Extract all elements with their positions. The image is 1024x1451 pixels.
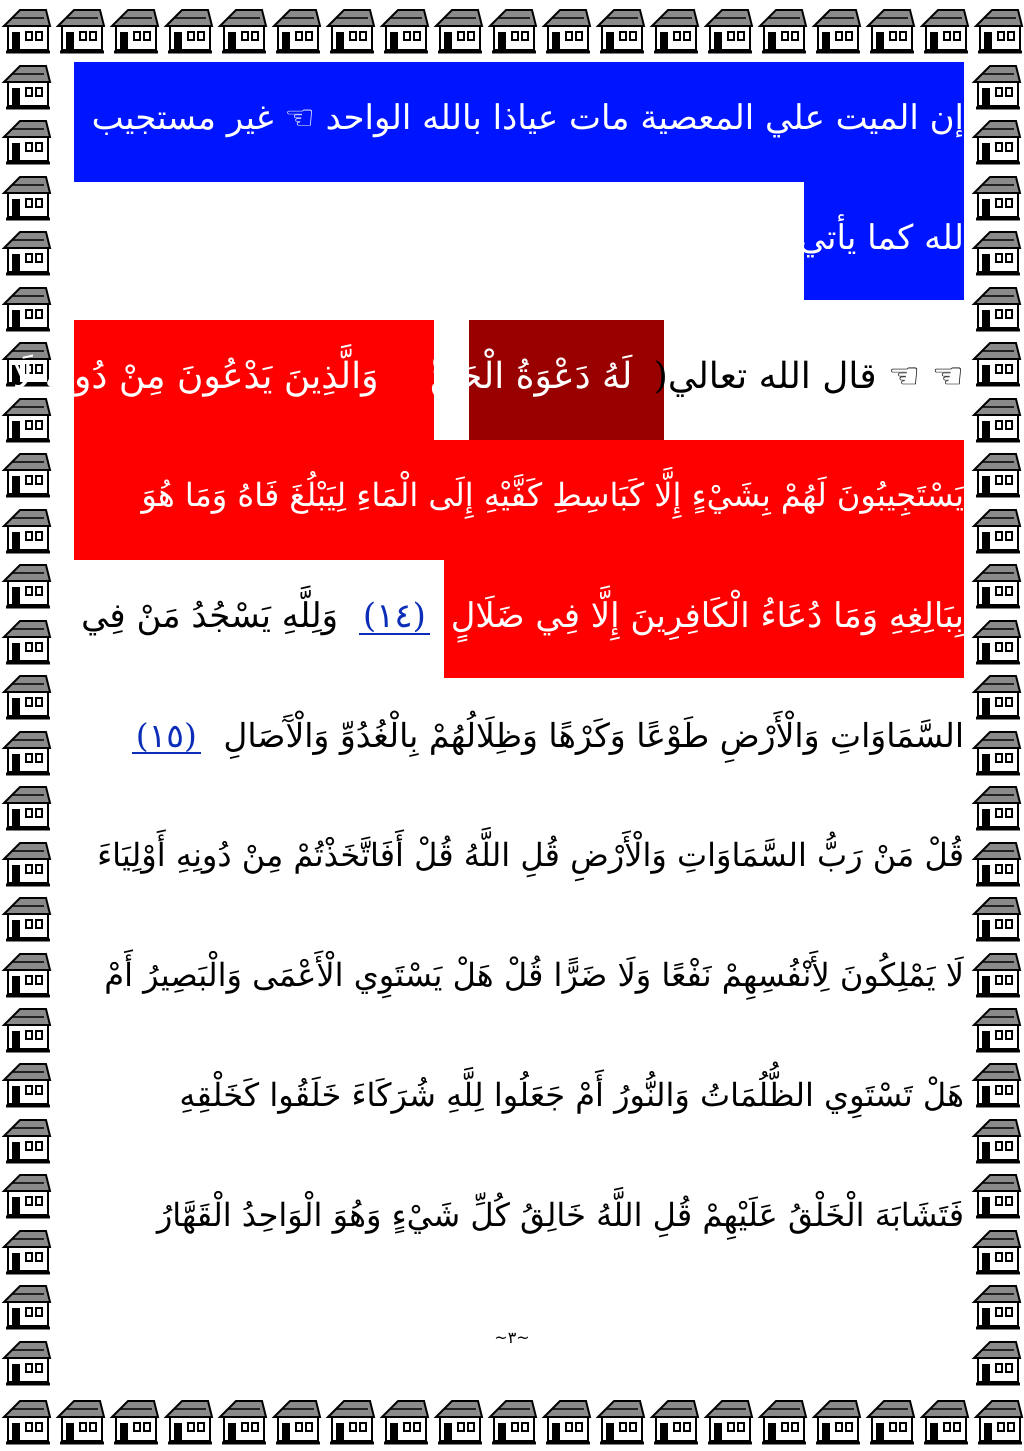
house-icon [756, 2, 810, 56]
house-icon [970, 1112, 1024, 1166]
border-right [970, 58, 1024, 1388]
house-icon [486, 1393, 540, 1447]
house-icon [0, 58, 54, 112]
house-icon [594, 1393, 648, 1447]
house-icon [810, 1393, 864, 1447]
house-icon [972, 2, 1024, 56]
house-icon [970, 1056, 1024, 1110]
house-icon [970, 835, 1024, 889]
verse-line-8: فَتَشَابَهَ الْخَلْقُ عَلَيْهِمْ قُلِ اللَّهُ خَالِقُ كُلِّ شَيْءٍ وَهُوَ الْوَاحِدُ الْقَهَّارُ [156, 1196, 964, 1234]
house-icon [970, 502, 1024, 556]
house-icon [0, 890, 54, 944]
border-bottom [0, 1393, 1024, 1447]
house-icon [0, 779, 54, 833]
house-icon [0, 557, 54, 611]
verse-line-7: هَلْ تَسْتَوِي الظُّلُمَاتُ وَالنُّورُ أَمْ جَعَلُوا لِلَّهِ شُرَكَاءَ خَلَقُوا كَخَلْقِهِ [179, 1076, 964, 1114]
house-icon [0, 446, 54, 500]
house-icon [54, 1393, 108, 1447]
verse-red-1: لَهُ دَعْوَةُ الْحَقِّ [429, 356, 633, 397]
house-icon [486, 2, 540, 56]
page-number: ~٣~ [494, 1328, 530, 1347]
house-icon [378, 2, 432, 56]
house-icon [0, 1223, 54, 1277]
verse-line-6: لَا يَمْلِكُونَ لِأَنْفُسِهِمْ نَفْعًا وَلَا ضَرًّا قُلْ هَلْ يَسْتَوِي الْأَعْمَى وَالْبَصِيرُ أَمْ [104, 956, 964, 994]
house-icon [970, 557, 1024, 611]
house-icon [970, 391, 1024, 445]
house-icon [162, 2, 216, 56]
verse-line-3 [81, 596, 964, 636]
house-icon [0, 1001, 54, 1055]
house-icon [864, 1393, 918, 1447]
house-icon [970, 58, 1024, 112]
house-icon [702, 2, 756, 56]
house-icon [54, 2, 108, 56]
house-icon [0, 724, 54, 778]
border-left [0, 58, 54, 1388]
house-icon [864, 2, 918, 56]
verse-ref-15[interactable]: (١٥) [132, 719, 201, 754]
house-icon [0, 391, 54, 445]
house-icon [756, 1393, 810, 1447]
house-icon [702, 1393, 756, 1447]
house-icon [0, 280, 54, 334]
house-icon [216, 1393, 270, 1447]
house-icon [970, 779, 1024, 833]
house-icon [970, 668, 1024, 722]
house-icon [648, 1393, 702, 1447]
house-icon [0, 835, 54, 889]
verse-line3-red: بِبَالِغِهِ وَمَا دُعَاءُ الْكَافِرِينَ إِلَّا فِي ضَلَالٍ [450, 596, 964, 636]
verse-intro: ☜ ☜ قال الله تعالي( [653, 356, 964, 397]
house-icon [918, 1393, 972, 1447]
house-icon [0, 613, 54, 667]
house-icon [970, 1278, 1024, 1332]
house-icon [540, 2, 594, 56]
house-icon [108, 2, 162, 56]
house-icon [970, 113, 1024, 167]
house-icon [970, 280, 1024, 334]
house-icon [216, 2, 270, 56]
house-icon [970, 946, 1024, 1000]
house-icon [970, 1334, 1024, 1388]
verse-line-5: قُلْ مَنْ رَبُّ السَّمَاوَاتِ وَالْأَرْضِ قُلِ اللَّهُ قُلْ أَفَاتَّخَذْتُمْ مِنْ دُونِهِ أَوْلِيَاءَ [97, 836, 964, 874]
house-icon [108, 1393, 162, 1447]
house-icon [324, 2, 378, 56]
house-icon [0, 1393, 54, 1447]
border-top [0, 2, 1024, 56]
verse-line3-rest: وَلِلَّهِ يَسْجُدُ مَنْ فِي [81, 596, 339, 636]
house-icon [162, 1393, 216, 1447]
verse-red-1b: وَالَّذِينَ يَدْعُونَ مِنْ دُونِهِ لَا [12, 356, 379, 397]
house-icon [970, 1223, 1024, 1277]
house-icon [0, 1167, 54, 1221]
house-icon [972, 1393, 1024, 1447]
house-icon [270, 2, 324, 56]
house-icon [432, 1393, 486, 1447]
house-icon [970, 724, 1024, 778]
house-icon [0, 668, 54, 722]
house-icon [970, 613, 1024, 667]
verse-ref-14[interactable]: (١٤) [359, 599, 430, 635]
house-icon [0, 946, 54, 1000]
house-icon [970, 1001, 1024, 1055]
house-icon [378, 1393, 432, 1447]
house-icon [970, 446, 1024, 500]
house-icon [0, 1056, 54, 1110]
house-icon [918, 2, 972, 56]
house-icon [0, 2, 54, 56]
house-icon [0, 1278, 54, 1332]
house-icon [0, 113, 54, 167]
house-icon [0, 224, 54, 278]
house-icon [970, 890, 1024, 944]
house-icon [594, 2, 648, 56]
house-icon [432, 2, 486, 56]
house-icon [970, 1167, 1024, 1221]
house-icon [970, 169, 1024, 223]
house-icon [810, 2, 864, 56]
house-icon [648, 2, 702, 56]
house-icon [0, 1112, 54, 1166]
house-icon [970, 335, 1024, 389]
verse-line-4 [132, 716, 964, 755]
house-icon [324, 1393, 378, 1447]
header-line-1: إن الميت علي المعصية مات عياذا بالله الواحد ☜ غير مستجيب [91, 98, 964, 138]
house-icon [0, 169, 54, 223]
verse-line4-text: السَّمَاوَاتِ وَالْأَرْضِ طَوْعًا وَكَرْهًا وَظِلَالُهُمْ بِالْغُدُوِّ وَالْآَصَالِ [223, 716, 964, 755]
house-icon [0, 502, 54, 556]
header-line-2: لله كما يأتي [798, 218, 964, 258]
house-icon [270, 1393, 324, 1447]
verse-line-1 [13, 356, 964, 397]
verse-line-2: يَسْتَجِيبُونَ لَهُمْ بِشَيْءٍ إِلَّا كَبَاسِطِ كَفَّيْهِ إِلَى الْمَاءِ لِيَبْلُغَ فَاهُ وَمَا هُوَ [141, 476, 964, 514]
document-page [12, 58, 964, 1388]
house-icon [0, 1334, 54, 1388]
house-icon [540, 1393, 594, 1447]
house-icon [970, 224, 1024, 278]
